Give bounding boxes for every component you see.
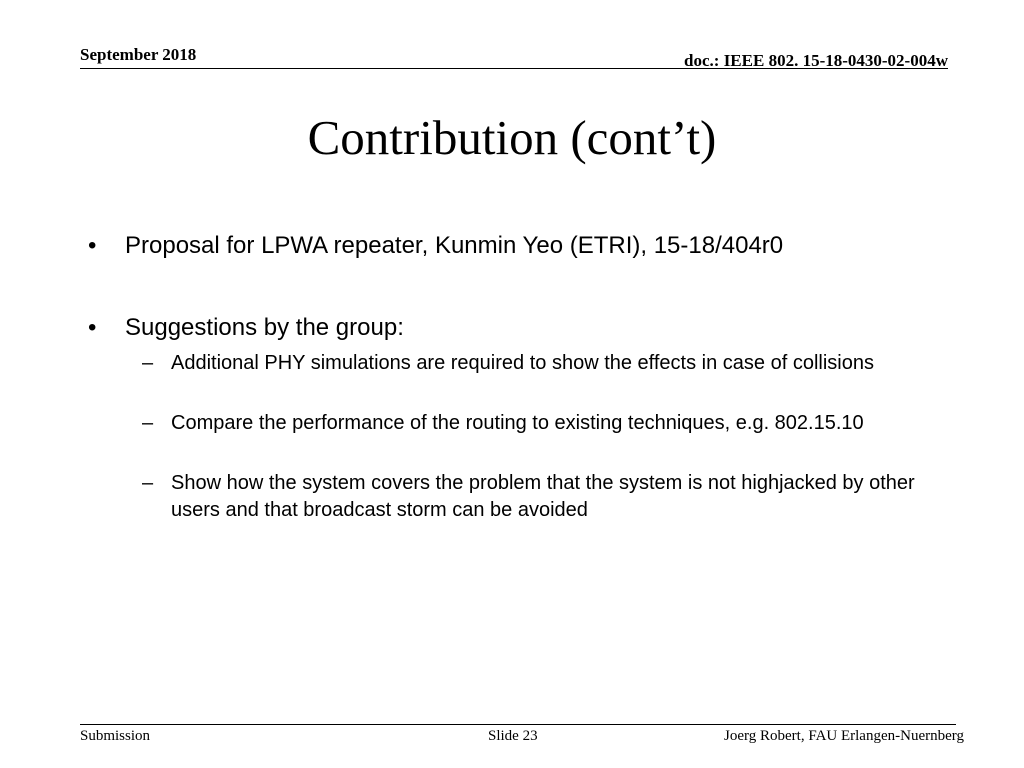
sub-bullet-phy-simulations: Additional PHY simulations are required to show the effects in case of collisions [171,352,874,374]
sub-bullet-broadcast-storm: Show how the system covers the problem that the system is not highjacked by other users and that broadcast storm can be avoided [171,472,915,521]
header-rule [80,68,948,69]
bullet-suggestions: Suggestions by the group: [125,314,404,341]
sub-bullet-marker: – [142,352,154,374]
header-doc-id: doc.: IEEE 802. 15-18-0430-02-004w [684,51,948,70]
slide-title: Contribution (cont’t) [307,110,717,165]
footer-submission: Submission [80,728,151,744]
bullet-marker: • [88,314,97,341]
sub-bullet-marker: – [142,412,154,434]
sub-bullet-routing-performance: Compare the performance of the routing to existing techniques, e.g. 802.15.10 [171,412,864,434]
bullet-marker: • [88,232,97,259]
footer-rule [80,724,956,725]
sub-bullet-marker: – [142,472,154,494]
bullet-proposal: Proposal for LPWA repeater, Kunmin Yeo (ETRI), 15-18/404r0 [125,232,784,259]
footer-slide-number: Slide 23 [488,728,538,744]
header-date: September 2018 [80,45,197,64]
footer-author: Joerg Robert, FAU Erlangen-Nuernberg [724,728,964,744]
